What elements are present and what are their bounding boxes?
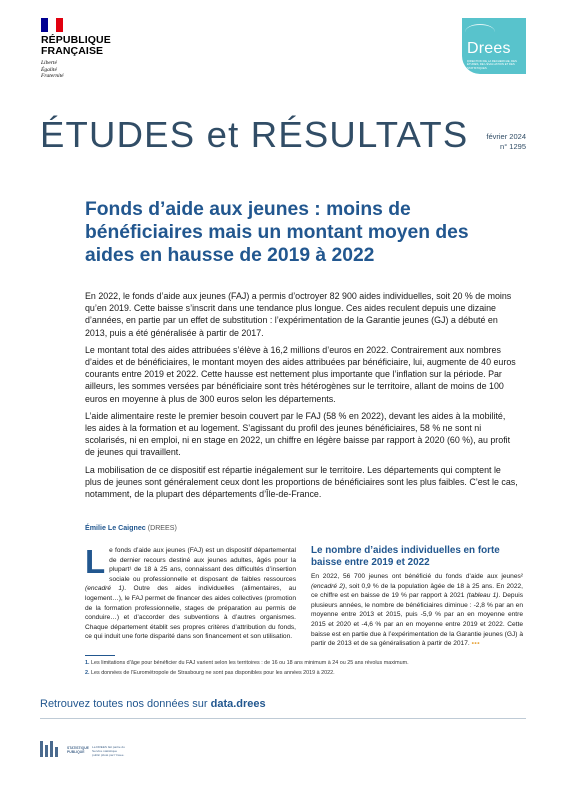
- motto-egalite: Égalité: [41, 66, 57, 73]
- issue-info: [486, 132, 526, 152]
- republic-name-line2: FRANÇAISE: [41, 45, 104, 57]
- footnote-item: [85, 659, 525, 669]
- bottom-divider: [40, 718, 526, 719]
- footnote-item: [85, 669, 525, 679]
- drees-arc-icon: [465, 24, 495, 40]
- intro-text-1: e fonds d’aide aux jeunes (FAJ) est un dispositif départemental de dernier recours destiné aux jeunes adultes, âgés pour la plupart¹ de 18 à 25 ans, connaissant des difficultés d’insertion sociale ou professionnelle et disposant de faibles ressources: [109, 547, 296, 583]
- drees-logo-text: Drees: [467, 40, 511, 57]
- motto-fraternite: Fraternité: [41, 73, 64, 79]
- drees-logo-subtitle: DIRECTION DE LA RECHERCHE, DES ÉTUDES, DE L'ÉVALUATION ET DES STATISTIQUES: [467, 59, 517, 70]
- statistique-publique-caption: La DREES fait partie du Service statistique public piloté par l’Insee.: [92, 745, 125, 757]
- data-link-banner: [40, 698, 266, 710]
- article-title: Fonds d’aide aux jeunes : moins de bénéficiaires mais un montant moyen des aides en hausse de 2019 à 2022: [85, 199, 469, 266]
- footnotes: [85, 659, 525, 678]
- publication-title: ÉTUDES et RÉSULTATS: [40, 114, 469, 155]
- footnote-number: 1.: [85, 660, 90, 666]
- statistique-publique-icon: [40, 741, 60, 763]
- section-heading: Le nombre d’aides individuelles en forte baisse entre 2019 et 2022: [311, 545, 500, 568]
- footnote-number: 2.: [85, 669, 90, 676]
- continued-dots-icon: •••: [471, 640, 481, 648]
- section-text-2: , soit 0,9 % de la population âgée de 18 à 25 ans. En 2022, ce chiffre est en baisse de 19 % par rapport à 2021: [311, 582, 523, 600]
- intro-ref-encadre-1[interactable]: (encadré 1): [85, 585, 125, 593]
- motto-liberte: Liberté: [41, 60, 57, 66]
- republique-francaise-logo: [41, 18, 151, 80]
- section-text-3: . Depuis plusieurs années, le nombre de bénéficiaires diminue : -2,8 % par an en moyenne entre 2013 et 2015, puis -5,9 % par an en moyenne entre 2015 et 2020 et -4,6 % par an en moyenne entre 2019 et 2022. Cette baisse est en partie due à l’expérimentation de la Garantie jeunes (GJ) à partir de 2013 et de sa généralisation à partir de 2017.: [311, 592, 523, 648]
- statistique-publique-label: [67, 746, 89, 754]
- summary-paragraph: En 2022, le fonds d’aide aux jeunes (FAJ) a permis d’octroyer 82 900 aides individuelles, soit 20 % de moins qu’en 2019. Cette baisse s’inscrit dans une tendance plus longue. Ces aides reculent depuis une dizaine d’années, en partie par un effet de substitution : l’expérimentation de la Garantie jeunes (GJ) a débuté en 2013, puis a été généralisée à partir de 2017.: [85, 291, 512, 338]
- footnote-text: Les données de l’Eurométropole de Strasbourg ne sont pas disponibles pour les années 2019 à 2022.: [91, 669, 335, 676]
- dropcap: L: [85, 543, 106, 580]
- section-text-1: En 2022, 56 700 jeunes ont bénéficié du fonds d’aide aux jeunes²: [311, 573, 523, 580]
- summary-paragraph: L’aide alimentaire reste le premier besoin couvert par le FAJ (58 % en 2022), devant les aides à la mobilité, les aides à la formation et au logement. S’agissant du profil des jeunes bénéficiaires, 58 % ne sont ni scolarisés, ni en emploi, ni en stage en 2022, un chiffre en légère baisse par rapport à 2020 (60 %), au profit de jeunes qui travaillent.: [85, 410, 511, 458]
- summary-paragraph: Le montant total des aides attribuées s’élève à 16,2 millions d’euros en 2022. Contrairement aux nombres d’aides et de bénéficiaires, le montant moyen des aides attribuées par bénéficiaire, lui, augmente de 40 euros courants entre 2019 et 2022. Cette hausse est nettement plus importante que l’inflation sur la période. Par ailleurs, les sommes versées par bénéficiaire sont très hétérogènes sur le territoire, allant de moins de 100 euros en moyenne à plus de 300 euros selon les départements.: [85, 344, 516, 404]
- footnote-divider: [85, 655, 115, 656]
- marianne-flag-icon: [41, 18, 63, 32]
- issue-date: février 2024: [486, 132, 526, 141]
- author-name: Émilie Le Caignec: [85, 524, 146, 532]
- data-drees-link[interactable]: data.drees: [210, 698, 266, 710]
- data-link-text: Retrouvez toutes nos données sur: [40, 698, 211, 710]
- summary-paragraph: La mobilisation de ce dispositif est répartie inégalement sur le territoire. Les départements qui comptent le plus de jeunes sont généralement ceux dont les proportions de bénéficiaires sont les plus faibles. C’est le cas, notamment, de la plupart des départements d’Île-de-France.: [85, 464, 518, 500]
- summary: [85, 290, 518, 505]
- motto: [41, 60, 151, 80]
- intro-text-2: . Outre des aides individuelles (alimentaires, au logement…), le FAJ permet de financer des aides collectives (promotion de la formation professionnelle, stages de préparation au permis de conduire…) et d’accorder des subventions à d’autres organismes. Chaque département établit ses propres critères d’attribution du fonds, ce qui induit une forte disparité dans son financement et son utilisation.: [85, 585, 296, 641]
- sp-line2: PUBLIQUE: [67, 750, 85, 755]
- footnote-text: Les limitations d’âge pour bénéficier du FAJ varient selon les territoires : de 16 ou 18 ans minimum à 24 ou 25 ans révolus maximum.: [91, 660, 409, 666]
- drees-logo: [462, 18, 526, 74]
- section-column: [311, 545, 523, 649]
- section-ref-tableau-1[interactable]: (tableau 1): [466, 592, 499, 600]
- section-ref-encadre-2[interactable]: (encadré 2): [311, 582, 346, 590]
- issue-number: n° 1295: [500, 142, 526, 151]
- sp-line1: STATISTIQUE: [67, 746, 89, 750]
- author-org: (DREES): [147, 524, 177, 532]
- intro-column: [85, 543, 296, 642]
- republic-name-line1: RÉPUBLIQUE: [41, 34, 111, 46]
- author-line: [85, 524, 177, 532]
- section-body: [311, 572, 523, 649]
